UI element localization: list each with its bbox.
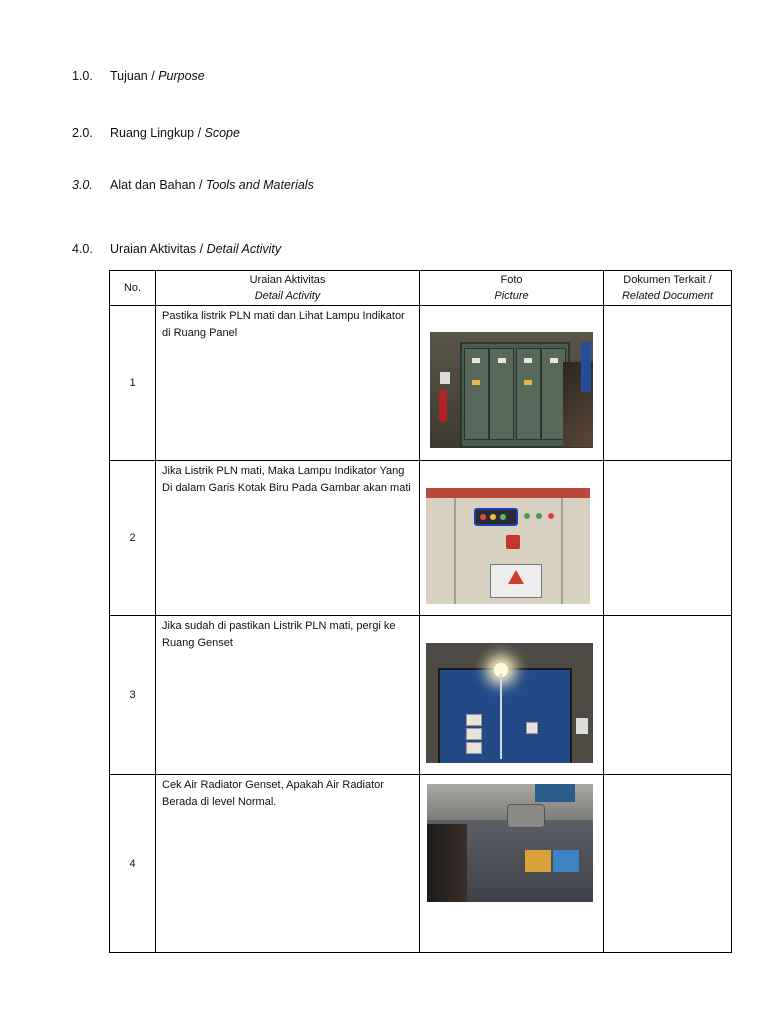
row-related-document [604,461,732,616]
row-related-document [604,616,732,775]
heading-label: Tujuan / Purpose [110,69,205,83]
row-related-document [604,306,732,461]
indicator-panel-photo [426,488,590,604]
table-row [110,306,732,461]
heading-number: 2.0. [72,126,93,140]
row-description: Jika sudah di pastikan Listrik PLN mati, pergi ke Ruang Genset [156,616,420,775]
header-related-document: Dokumen Terkait / Related Document [604,271,732,306]
row-number: 3 [110,616,156,775]
row-description: Pastika listrik PLN mati dan Lihat Lampu Indikator di Ruang Panel [156,306,420,461]
table-row [110,461,732,616]
genset-room-door-photo [426,643,593,763]
table-row [110,616,732,775]
heading-label: Alat dan Bahan / Tools and Materials [110,178,314,192]
table-row [110,775,732,953]
row-number: 1 [110,306,156,461]
row-description: Cek Air Radiator Genset, Apakah Air Radiator Berada di level Normal. [156,775,420,953]
header-no: No. [110,271,156,306]
radiator-photo [427,784,593,902]
heading-number: 4.0. [72,242,93,256]
heading-number: 3.0. [72,178,93,192]
heading-purpose [72,69,205,83]
heading-tools [72,178,314,192]
heading-label: Uraian Aktivitas / Detail Activity [110,242,282,256]
header-activity: Uraian Aktivitas Detail Activity [156,271,420,306]
row-photo-cell [420,616,604,775]
heading-label: Ruang Lingkup / Scope [110,126,240,140]
heading-detail-activity [72,242,281,256]
row-number: 2 [110,461,156,616]
row-photo-cell [420,461,604,616]
row-photo-cell [420,775,604,953]
panel-room-photo [430,332,593,448]
row-number: 4 [110,775,156,953]
row-description: Jika Listrik PLN mati, Maka Lampu Indikator Yang Di dalam Garis Kotak Biru Pada Gambar akan mati [156,461,420,616]
row-related-document [604,775,732,953]
heading-number: 1.0. [72,69,93,83]
header-photo: Foto Picture [420,271,604,306]
table-header-row [110,271,732,306]
row-photo-cell [420,306,604,461]
activity-table [109,270,732,953]
heading-scope [72,126,240,140]
